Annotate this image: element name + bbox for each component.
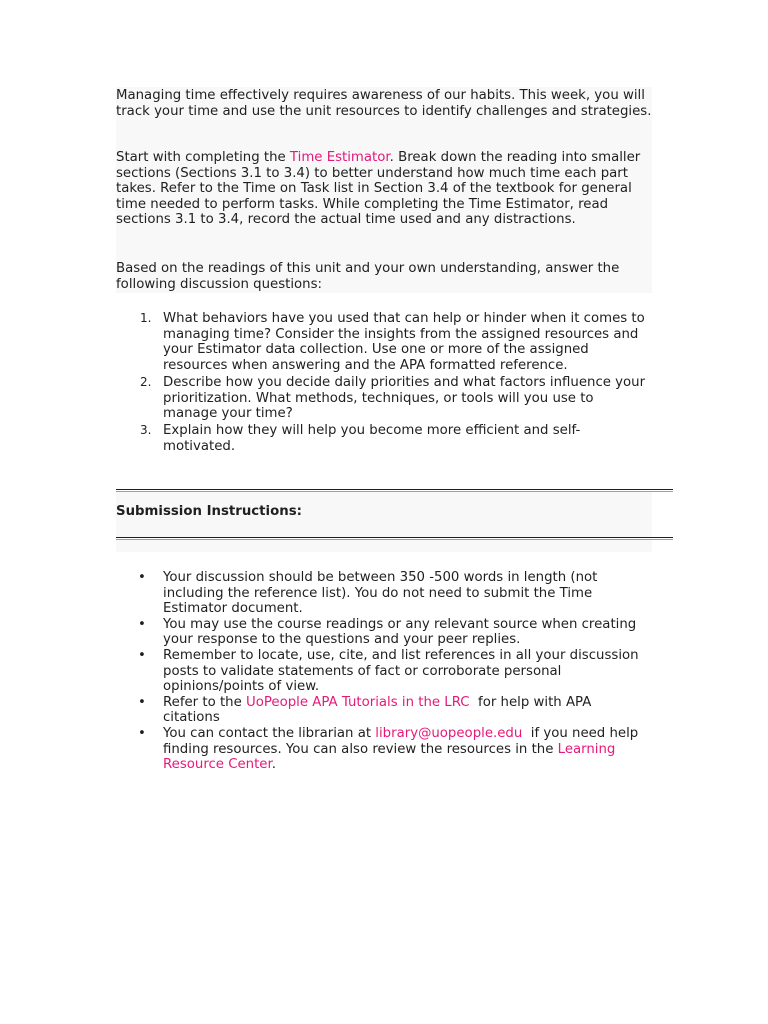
list-item: [116, 617, 646, 648]
submission-heading: Submission Instructions:: [116, 504, 302, 519]
list-item: [116, 695, 646, 726]
list-item: [116, 726, 646, 773]
intro-section: [116, 87, 652, 293]
instruction-text: You may use the course readings or any relevant source when creating your response to the questions and your peer replies.: [163, 616, 637, 648]
learning-resource-center-link[interactable]: Learning Resource Center: [163, 741, 616, 773]
instruction-text-end: .: [271, 757, 276, 773]
instruction-text-start: You can contact the librarian at: [163, 725, 376, 741]
question-text: What behaviors have you used that can help or hinder when it comes to managing time? Consider the insights from the assigned resources and your Estimator data collection. Use one or more of the assigned resources when answering and the APA formatted reference.: [163, 311, 645, 373]
library-email-link[interactable]: library@uopeople.edu: [375, 725, 523, 741]
question-text: Describe how you decide daily priorities and what factors influence your prioritization. What methods, techniques, or tools will you use to manage your time?: [163, 374, 646, 422]
bullet-icon: •: [138, 694, 146, 710]
list-item: [116, 375, 646, 422]
bullet-icon: •: [138, 725, 146, 741]
submission-heading-band-lower: [116, 540, 652, 552]
instruction-text: Your discussion should be between 350 -500 words in length (not including the reference list). You do not need to submit the Time Estimator document.: [163, 570, 598, 617]
question-text: Explain how they will help you become more efficient and self-motivated.: [163, 423, 581, 454]
list-item: [116, 311, 646, 373]
list-item: [116, 423, 646, 454]
instruction-text-middle: if you need help finding resources. You can also review the resources in the: [163, 725, 643, 757]
discussion-questions-list: [116, 311, 646, 456]
list-number: 3.: [140, 423, 152, 438]
intro-paragraph-2: [116, 150, 652, 228]
list-number: 1.: [140, 311, 152, 325]
list-number: 2.: [140, 374, 152, 389]
apa-tutorials-link[interactable]: UoPeople APA Tutorials in the LRC: [246, 694, 470, 710]
divider-bottom: [116, 537, 673, 538]
submission-instructions-list: [116, 570, 646, 773]
bullet-icon: •: [138, 647, 146, 663]
intro-paragraph-2-start: Start with completing the: [116, 150, 290, 165]
bullet-icon: •: [138, 570, 146, 585]
intro-paragraph-3: Based on the readings of this unit and your own understanding, answer the following discussion questions:: [116, 261, 620, 292]
instruction-text-start: Refer to the: [163, 694, 247, 710]
time-estimator-link[interactable]: Time Estimator: [289, 150, 390, 165]
instruction-text-end: for help with APA citations: [163, 694, 596, 726]
divider-top: [116, 489, 673, 490]
list-item: [116, 570, 646, 617]
intro-paragraph-1: Managing time effectively requires awareness of our habits. This week, you will track your time and use the unit resources to identify challenges and strategies.: [116, 88, 652, 119]
bullet-icon: •: [138, 616, 146, 632]
intro-paragraph-2-rest: . Break down the reading into smaller sections (Sections 3.1 to 3.4) to better understand how much time each part takes. Refer to the Time on Task list in Section 3.4 of the textbook for general time needed to perform tasks. While completing the Time Estimator, read sections 3.1 to 3.4, record the actual time used and any distractions.: [116, 150, 641, 228]
instruction-text: Remember to locate, use, cite, and list references in all your discussion posts to validate statements of fact or corroborate personal opinions/points of view.: [163, 647, 639, 695]
list-item: [116, 648, 646, 695]
